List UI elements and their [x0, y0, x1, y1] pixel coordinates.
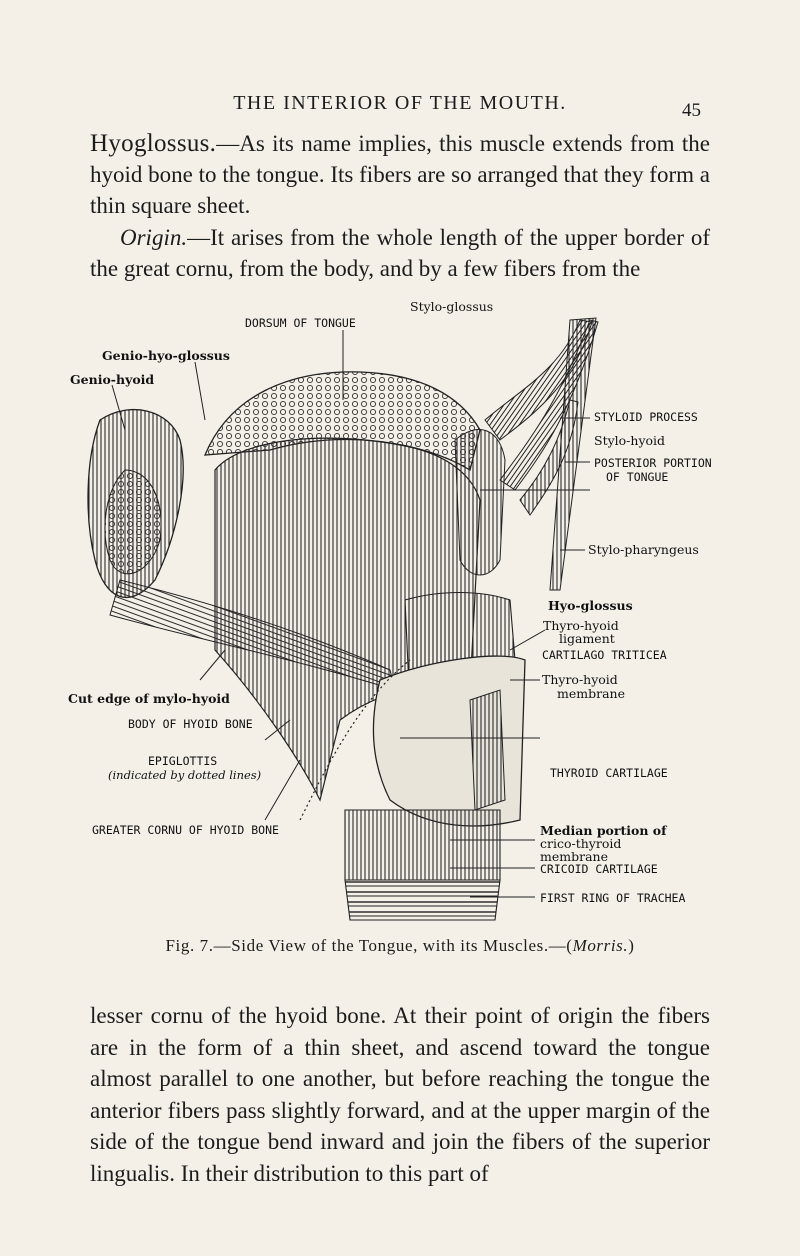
term-hyoglossus: Hyoglossus. [90, 130, 217, 157]
caption-author: Morris. [572, 936, 629, 955]
label-dorsum: DORSUM OF TONGUE [245, 316, 356, 330]
label-cartilago-triticea: CARTILAGO TRITICEA [542, 648, 667, 662]
label-greater-cornu: GREATER CORNU OF HYOID BONE [92, 823, 279, 837]
label-genio-hyoid: Genio-hyoid [70, 372, 155, 387]
label-median-portion-2: crico-thyroid [540, 836, 622, 851]
term-origin: Origin. [120, 225, 188, 250]
label-epiglottis-note: (indicated by dotted lines) [108, 768, 262, 782]
paragraph-text: —As its name implies, this muscle extends from the hyoid bone to the tongue. Its fibers are so arranged that they form a thin square sheet. [90, 131, 710, 218]
label-cut-edge: Cut edge of mylo-hyoid [68, 691, 230, 706]
cricoid-shape [345, 810, 500, 880]
label-stylo-hyoid: Stylo-hyoid [594, 433, 666, 448]
paragraph-text: —It arises from the whole length of the upper border of the great cornu, from the body, and by a few fibers from the [90, 225, 710, 281]
page-number: 45 [682, 100, 701, 121]
label-epiglottis: EPIGLOTTIS [148, 754, 218, 768]
label-thyro-hyoid-membrane: Thyro-hyoid [542, 672, 618, 687]
running-head: THE INTERIOR OF THE MOUTH. [233, 92, 567, 114]
caption-suffix: ) [628, 936, 635, 955]
label-posterior-portion: POSTERIOR PORTION [594, 456, 712, 470]
label-body-hyoid: BODY OF HYOID BONE [128, 717, 253, 731]
paragraph-continuation: lesser cornu of the hyoid bone. At their point of origin the fibers are in the form of a thin sheet, and ascend toward the tongue almost parallel to one another, but before reaching the tongue the anterior fibers pass slightly forward, and at the upper margin of the side of the tongue bend inward and join the fibers of the superior lingualis. In their distribution to this part of [90, 1003, 710, 1186]
label-median-portion-3: membrane [540, 849, 608, 864]
label-stylo-pharyngeus: Stylo-pharyngeus [588, 542, 699, 557]
label-hyo-glossus: Hyo-glossus [548, 598, 633, 613]
label-styloid-process: STYLOID PROCESS [594, 410, 698, 424]
label-thyroid-cartilage: THYROID CARTILAGE [550, 766, 668, 780]
label-median-portion: Median portion of [540, 823, 667, 838]
label-thyro-hyoid-membrane-2: membrane [557, 686, 625, 701]
label-first-ring: FIRST RING OF TRACHEA [540, 891, 686, 905]
caption-text: Fig. 7.—Side View of the Tongue, with its Muscles.—( [165, 936, 573, 955]
figure-caption [0, 936, 800, 956]
thyroid-shading-shape [470, 690, 505, 810]
label-stylo-glossus: Stylo-glossus [410, 299, 494, 314]
label-posterior-portion-2: OF TONGUE [606, 470, 669, 484]
label-cricoid: CRICOID CARTILAGE [540, 862, 658, 876]
trachea-ring-shape [345, 880, 500, 920]
label-thyro-hyoid-ligament: Thyro-hyoid [543, 618, 619, 633]
label-thyro-hyoid-ligament-2: ligament [559, 631, 615, 646]
pharynx-shape [455, 430, 505, 575]
label-genio-hyo-glossus: Genio-hyo-glossus [102, 348, 230, 363]
